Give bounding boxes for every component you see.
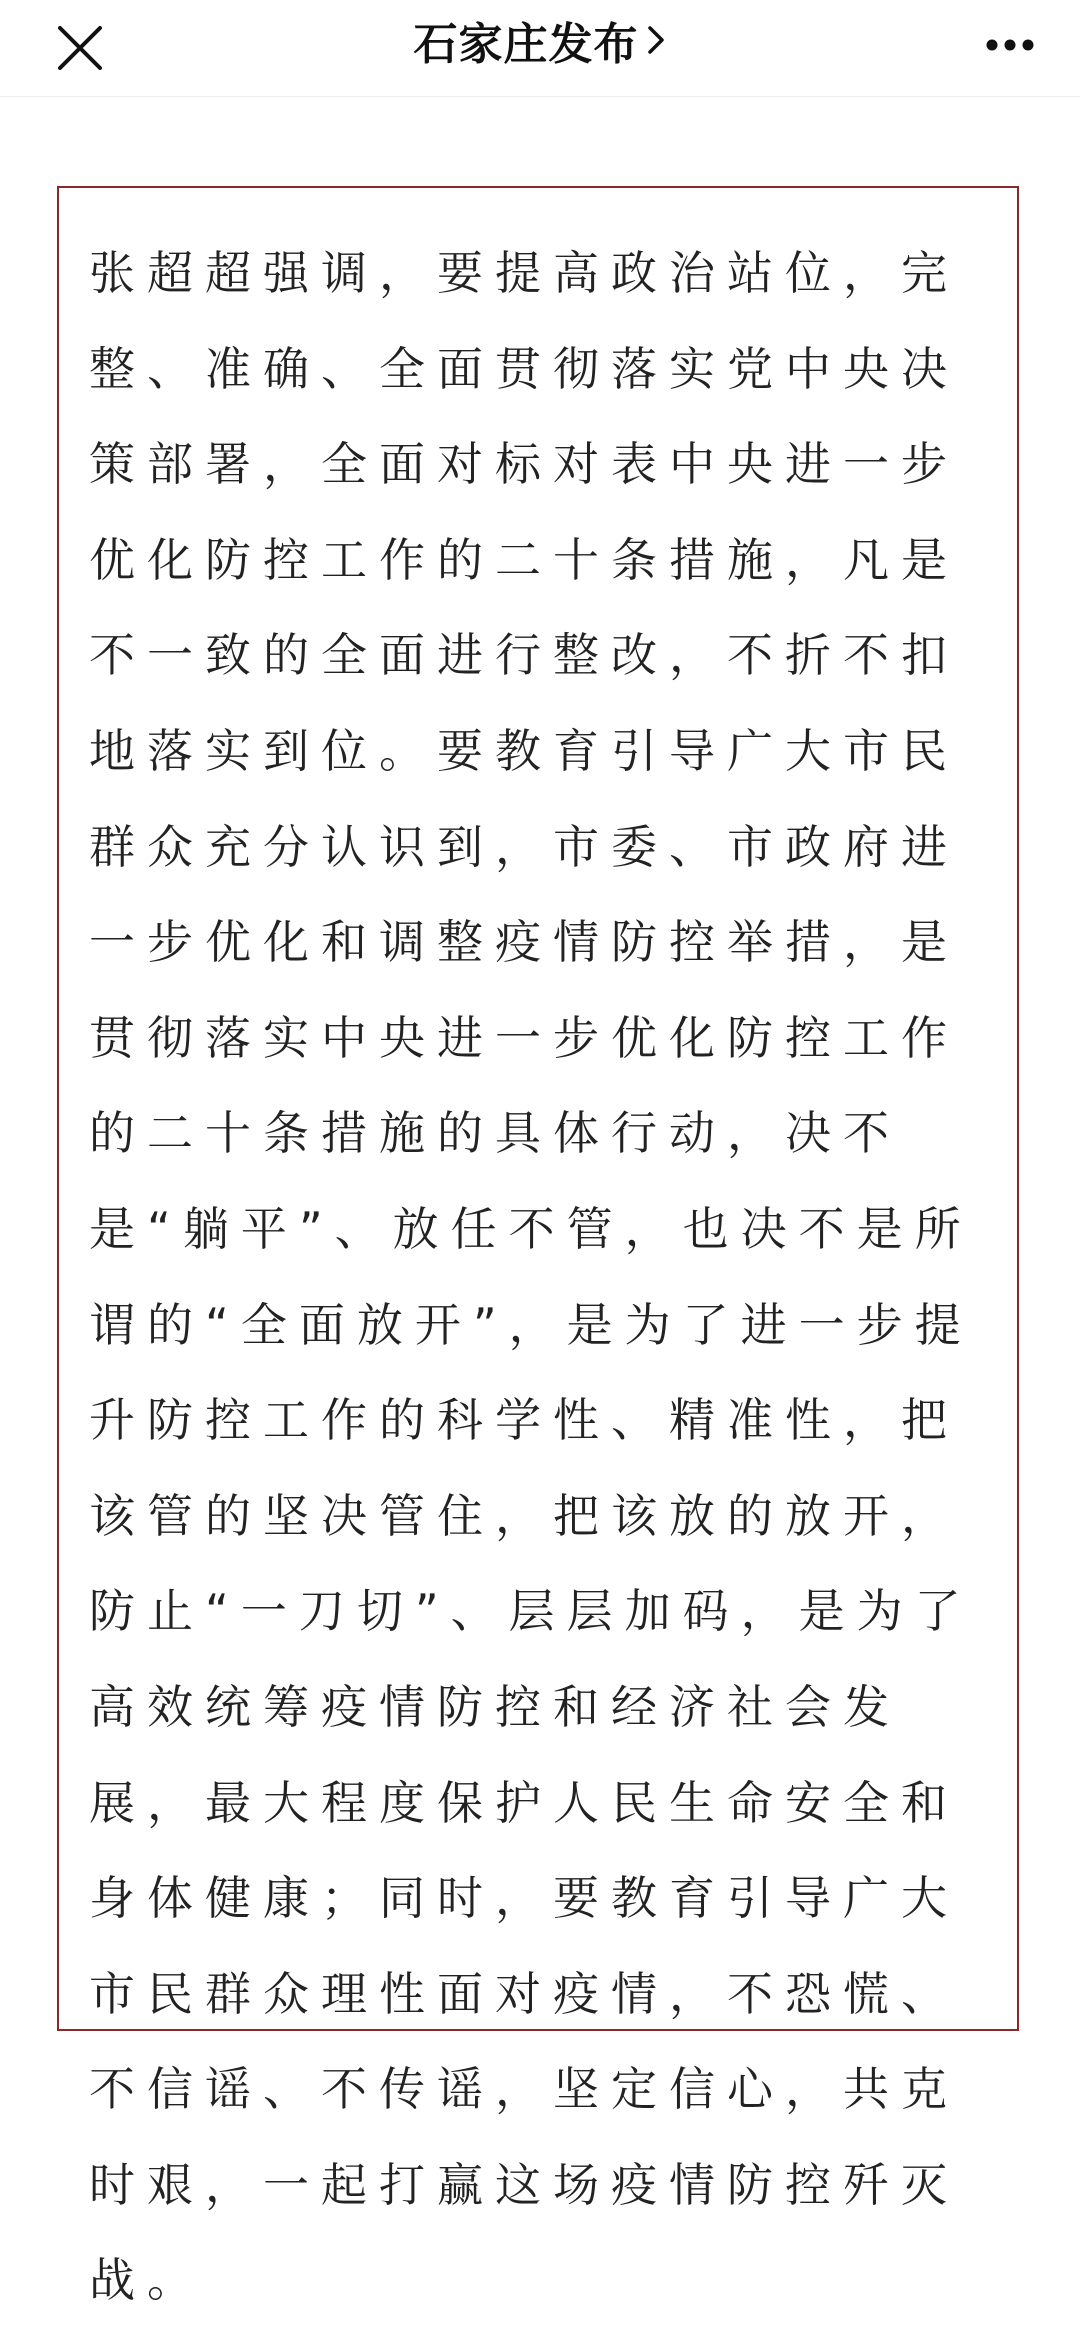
more-options-button[interactable] [970, 10, 1050, 80]
top-navigation-bar [0, 0, 1080, 97]
article-content-box [57, 186, 1019, 2308]
article-paragraph: 张超超强调，要提高政治站位，完整、准确、全面贯彻落实党中央决策部署，全面对标对表中央进一步优化防控工作的二十条措施，凡是不一致的全面进行整改，不折不扣地落实到位。要教育引导广大市民群众充分认识到，市委、市政府进一步优化和调整疫情防控举措，是贯彻落实中央进一步优化防控工作的二十条措施的具体行动，决不是“躺平”、放任不管，也决不是所谓的“全面放开”，是为了进一步提升防控工作的科学性、精准性，把该管的坚决管住，把该放的放开，防止“一刀切”、层层加码，是为了高效统筹疫情防控和经济社会发展，最大程度保护人民生命安全和身体健康；同时，要教育引导广大市民群众理性面对疫情，不恐慌、不信谣、不传谣，坚定信心，共克时艰，一起打赢这场疫情防控歼灭战。 [89, 246, 973, 2308]
page-title: 石家庄发布 [413, 19, 639, 70]
chevron-right-icon [645, 22, 667, 62]
account-title-button[interactable] [414, 8, 667, 72]
more-icon [970, 65, 1050, 84]
